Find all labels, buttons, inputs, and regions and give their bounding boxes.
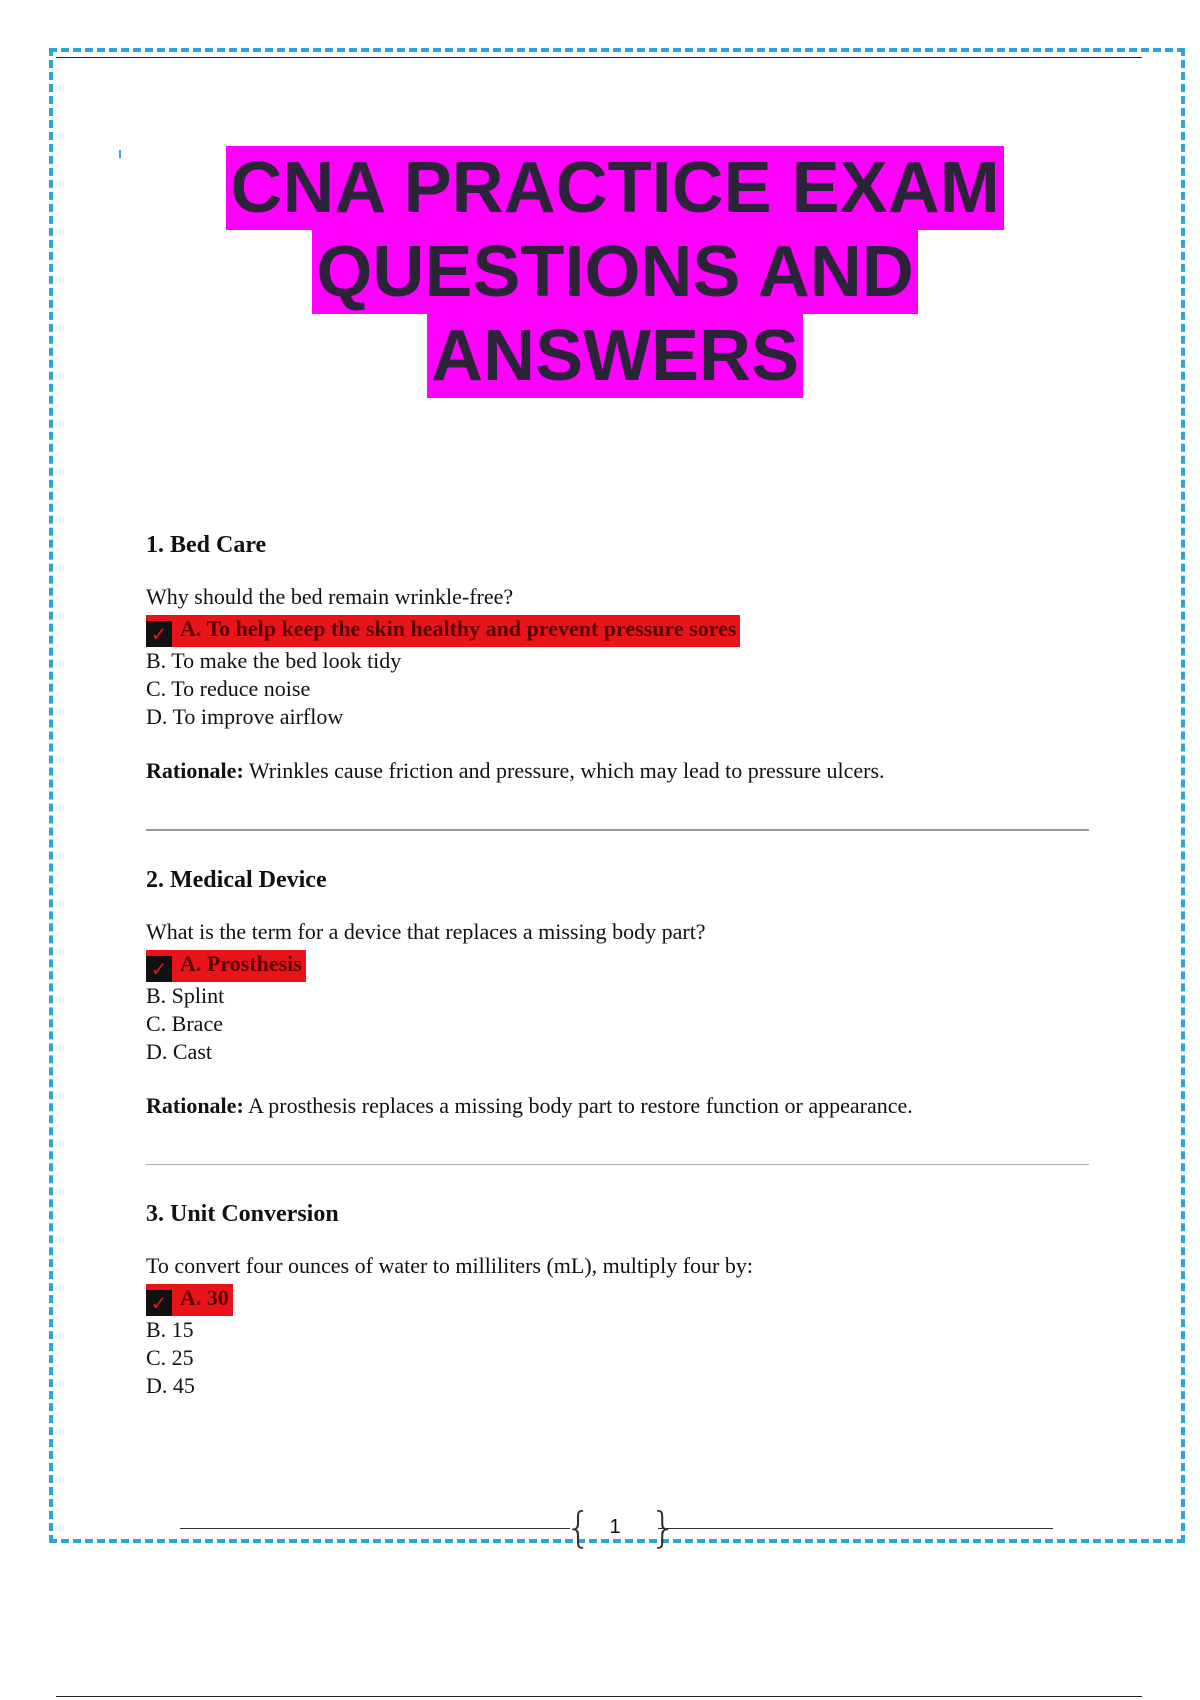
rationale-label: Rationale: [146, 758, 244, 783]
question-1 [146, 532, 1090, 785]
rationale [146, 1092, 1090, 1120]
option-b: B. To make the bed look tidy [146, 648, 402, 673]
option-c: C. 25 [146, 1345, 194, 1370]
rationale-text: Wrinkles cause friction and pressure, which may lead to pressure ulcers. [248, 758, 885, 783]
correct-answer-row [146, 950, 1090, 982]
header-rule [56, 57, 1142, 58]
question-heading: 2. Medical Device [146, 867, 327, 893]
question-stem: What is the term for a device that replaces a missing body part? [146, 919, 706, 944]
correct-answer-text: A. 30 [180, 1285, 229, 1310]
option-c: C. Brace [146, 1011, 223, 1036]
page-footer [180, 1503, 1053, 1552]
title-line-1: CNA PRACTICE EXAM [226, 146, 1003, 230]
left-brace-icon: { [565, 1503, 592, 1552]
rationale-label: Rationale: [146, 1093, 244, 1118]
check-icon: ✓ [146, 956, 172, 982]
correct-answer-row [146, 1284, 1090, 1316]
rationale-text: A prosthesis replaces a missing body part to restore function or appearance. [248, 1093, 913, 1118]
page-number: 1 [609, 1516, 621, 1538]
question-2 [146, 867, 1090, 1120]
correct-answer-text: A. To help keep the skin healthy and prevent pressure sores [180, 616, 737, 641]
correct-answer-text: A. Prosthesis [180, 951, 302, 976]
question-heading: 1. Bed Care [146, 532, 267, 558]
document-title [150, 146, 1080, 398]
footer-rule-left [180, 1528, 570, 1529]
option-c: C. To reduce noise [146, 676, 311, 701]
question-heading: 3. Unit Conversion [146, 1201, 339, 1227]
option-d: D. 45 [146, 1373, 195, 1398]
check-icon: ✓ [146, 1290, 172, 1316]
correct-answer [146, 615, 740, 647]
questions-content [146, 532, 1090, 1400]
section-divider [146, 1164, 1089, 1165]
title-line-3: ANSWERS [427, 314, 803, 398]
option-d: D. Cast [146, 1039, 212, 1064]
title-line-2: QUESTIONS AND [312, 230, 917, 314]
option-d: D. To improve airflow [146, 704, 344, 729]
question-stem: Why should the bed remain wrinkle-free? [146, 584, 514, 609]
footer-rule-right [658, 1528, 1053, 1529]
rationale [146, 757, 1090, 785]
right-brace-icon: } [650, 1503, 677, 1552]
question-stem: To convert four ounces of water to milliliters (mL), multiply four by: [146, 1253, 753, 1278]
correct-answer [146, 1284, 233, 1316]
option-b: B. Splint [146, 983, 225, 1008]
margin-mark [119, 150, 121, 158]
option-b: B. 15 [146, 1317, 194, 1342]
correct-answer-row [146, 615, 1090, 647]
correct-answer [146, 950, 306, 982]
bottom-rule [56, 1696, 1142, 1697]
section-divider [146, 829, 1089, 831]
question-3 [146, 1201, 1090, 1400]
check-icon: ✓ [146, 621, 172, 647]
